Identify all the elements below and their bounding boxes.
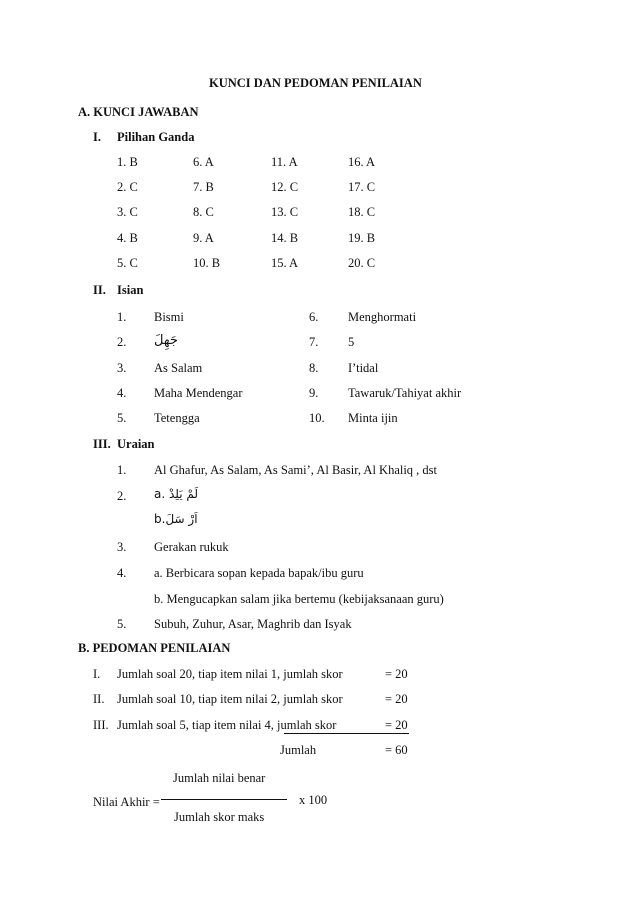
fill-num: 4. <box>117 386 127 400</box>
scoring-text: Jumlah soal 5, tiap item nilai 4, jumlah skor <box>117 718 337 732</box>
essay-num: 1. <box>117 463 127 477</box>
fill-answer: As Salam <box>154 361 203 375</box>
mc-answer: 1. B <box>117 155 138 169</box>
mc-answer: 11. A <box>271 155 298 169</box>
mc-answer: 19. B <box>348 231 376 245</box>
mc-answer: 6. A <box>193 155 214 169</box>
scoring-num: I. <box>93 667 101 681</box>
formula-lhs: Nilai Akhir = <box>93 795 160 809</box>
essay-answer: Al Ghafur, As Salam, As Sami’, Al Basir, Al Khaliq , dst <box>154 463 438 477</box>
section-b-heading: B. PEDOMAN PENILAIAN <box>78 641 231 655</box>
fill-num: 3. <box>117 361 127 375</box>
essay-answer: Subuh, Zuhur, Asar, Maghrib dan Isyak <box>154 617 352 631</box>
essay-answer: b. Mengucapkan salam jika bertemu (kebijaksanaan guru) <box>154 592 444 606</box>
part1-number: I. <box>93 130 101 144</box>
fill-num: 8. <box>309 361 319 375</box>
mc-answer: 5. C <box>117 256 138 270</box>
document-title: KUNCI DAN PEDOMAN PENILAIAN <box>209 76 422 90</box>
fill-answer: Maha Mendengar <box>154 386 243 400</box>
total-underline <box>284 733 409 734</box>
essay-num: 5. <box>117 617 127 631</box>
mc-answer: 7. B <box>193 180 214 194</box>
fill-num: 7. <box>309 335 319 349</box>
scoring-num: II. <box>93 692 105 706</box>
mc-answer: 10. B <box>193 256 221 270</box>
scoring-value: = 20 <box>385 667 408 681</box>
fill-answer: 5 <box>348 335 355 349</box>
scoring-text: Jumlah soal 10, tiap item nilai 2, jumlah skor <box>117 692 343 706</box>
mc-answer: 18. C <box>348 205 376 219</box>
formula-numerator: Jumlah nilai benar <box>173 771 266 785</box>
section-a-heading: A. KUNCI JAWABAN <box>78 105 199 119</box>
fill-answer: Menghormati <box>348 310 417 324</box>
part3-number: III. <box>93 437 111 451</box>
mc-answer: 14. B <box>271 231 299 245</box>
essay-answer-arabic: a. لَمْ يَلِدْ <box>154 487 199 501</box>
fill-num: 10. <box>309 411 325 425</box>
fill-num: 6. <box>309 310 319 324</box>
part2-label: Isian <box>117 283 144 297</box>
fill-answer: Bismi <box>154 310 184 324</box>
essay-answer: Gerakan rukuk <box>154 540 229 554</box>
part2-number: II. <box>93 283 106 297</box>
fill-answer: Minta ijin <box>348 411 398 425</box>
essay-answer: a. Berbicara sopan kepada bapak/ibu guru <box>154 566 364 580</box>
fill-num: 2. <box>117 335 127 349</box>
mc-answer: 12. C <box>271 180 299 194</box>
formula-multiplier: x 100 <box>299 793 328 807</box>
scoring-text: Jumlah soal 20, tiap item nilai 1, jumlah skor <box>117 667 343 681</box>
mc-answer: 20. C <box>348 256 376 270</box>
essay-num: 2. <box>117 489 127 503</box>
fill-answer: I’tidal <box>348 361 379 375</box>
essay-num: 3. <box>117 540 127 554</box>
mc-answer: 8. C <box>193 205 214 219</box>
formula-denominator: Jumlah skor maks <box>174 810 265 824</box>
essay-num: 4. <box>117 566 127 580</box>
fraction-bar <box>161 799 287 800</box>
fill-num: 1. <box>117 310 127 324</box>
scoring-value: = 20 <box>385 692 408 706</box>
mc-answer: 17. C <box>348 180 376 194</box>
fill-answer: Tetengga <box>154 411 200 425</box>
scoring-num: III. <box>93 718 109 732</box>
mc-answer: 3. C <box>117 205 138 219</box>
mc-answer: 15. A <box>271 256 299 270</box>
total-label: Jumlah <box>280 743 317 757</box>
fill-answer-arabic: جَهِلَ <box>154 333 178 348</box>
fill-num: 9. <box>309 386 319 400</box>
fill-num: 5. <box>117 411 127 425</box>
essay-answer-arabic: b.اَرْ سَلَ <box>154 512 198 526</box>
scoring-value: = 20 <box>385 718 408 732</box>
part1-label: Pilihan Ganda <box>117 130 195 144</box>
mc-answer: 2. C <box>117 180 138 194</box>
part3-label: Uraian <box>117 437 155 451</box>
mc-answer: 9. A <box>193 231 214 245</box>
total-value: = 60 <box>385 743 408 757</box>
mc-answer: 16. A <box>348 155 376 169</box>
mc-answer: 13. C <box>271 205 299 219</box>
fill-answer: Tawaruk/Tahiyat akhir <box>348 386 462 400</box>
mc-answer: 4. B <box>117 231 138 245</box>
